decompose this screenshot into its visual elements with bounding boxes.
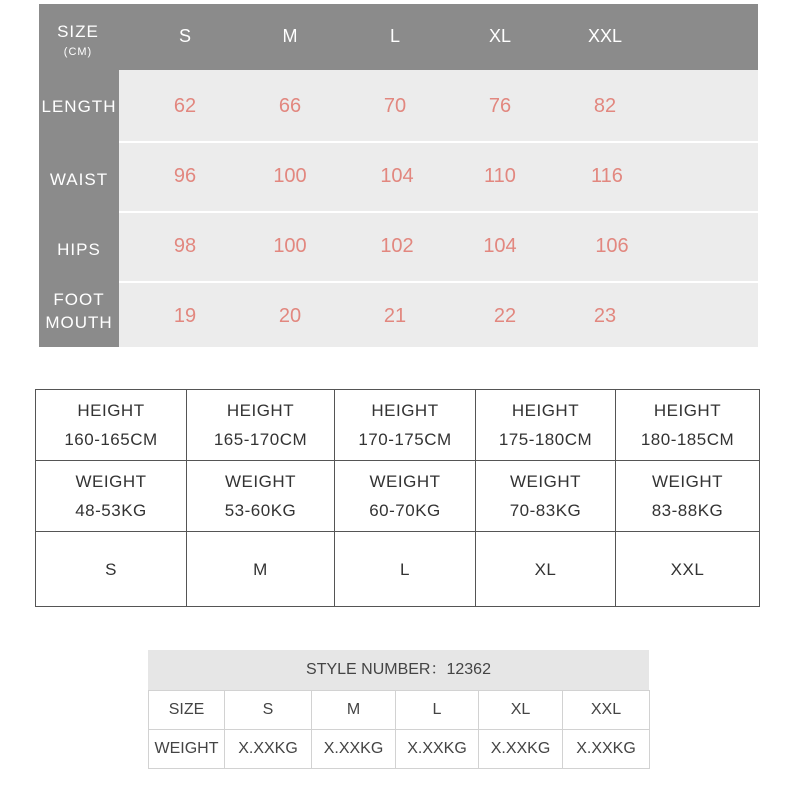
style-size-xl: XL [479,691,563,730]
length-l: 70 [383,95,407,117]
waist-l: 104 [380,165,414,187]
hips-xxl: 106 [595,235,629,257]
style-number-title: STYLE NUMBER：12362 [148,650,649,690]
style-size-label: SIZE [149,691,225,730]
weight-cell-xl [476,461,616,532]
hips-s: 98 [173,235,197,257]
length-xl: 76 [488,95,512,117]
style-weight-xxl: X.XXKG [563,730,650,769]
measurement-table [39,4,758,347]
style-weight-xl: X.XXKG [479,730,563,769]
length-s: 62 [173,95,197,117]
hips-l: 102 [380,235,414,257]
table-row [36,390,760,461]
size-header-label: SIZE [57,22,99,41]
table-row [119,141,758,211]
waist-m: 100 [273,165,307,187]
weight-cell-l [335,461,476,532]
fit-size-s: S [36,532,187,607]
weight-range: 60-70KG [369,501,441,520]
weight-label: WEIGHT [225,472,296,491]
foot-mouth-xxl: 23 [593,305,617,327]
weight-cell-m [187,461,335,532]
measurement-row-labels [39,70,119,347]
hips-xl: 104 [483,235,517,257]
row-label-hips: HIPS [57,240,101,259]
hips-m: 100 [273,235,307,257]
row-label-mouth: MOUTH [45,313,113,332]
measurement-body [119,70,758,347]
fit-size-xxl: XXL [616,532,760,607]
foot-mouth-xl: 22 [493,305,517,327]
style-weight-l: X.XXKG [396,730,479,769]
table-row [119,281,758,347]
height-label: HEIGHT [511,401,580,420]
fit-guide-table [35,389,760,607]
weight-cell-s [36,461,187,532]
fit-size-xl: XL [476,532,616,607]
height-label: HEIGHT [77,401,145,420]
row-label-foot: FOOT [53,290,105,309]
table-row [149,730,650,769]
foot-mouth-l: 21 [383,305,407,327]
weight-label: WEIGHT [652,472,723,491]
height-cell-s [36,390,187,461]
table-row [36,461,760,532]
fit-size-m: M [187,532,335,607]
length-m: 66 [278,95,302,117]
weight-label: WEIGHT [510,472,581,491]
height-label: HEIGHT [653,401,722,420]
length-xxl: 82 [593,95,617,117]
style-size-l: L [396,691,479,730]
style-size-s: S [225,691,312,730]
weight-range: 83-88KG [651,501,724,520]
size-col-m: M [282,26,298,46]
foot-mouth-m: 20 [278,305,302,327]
table-row [119,211,758,281]
weight-label: WEIGHT [369,472,441,491]
row-label-waist: WAIST [49,170,109,189]
waist-s: 96 [173,165,197,187]
waist-xl: 110 [484,165,516,187]
height-cell-xl [476,390,616,461]
style-size-grid [148,690,650,769]
height-range: 160-165CM [64,430,158,449]
size-col-s: S [178,26,191,46]
height-cell-m [187,390,335,461]
waist-xxl: 116 [591,165,623,187]
style-size-xxl: XXL [563,691,650,730]
row-label-length: LENGTH [41,97,117,116]
weight-range: 70-83KG [509,501,582,520]
size-col-xxl: XXL [587,26,623,46]
table-row [36,532,760,607]
fit-size-l: L [335,532,476,607]
weight-range: 48-53KG [75,501,147,520]
height-cell-xxl [616,390,760,461]
height-range: 165-170CM [213,430,308,449]
height-range: 170-175CM [358,430,452,449]
height-range: 180-185CM [640,430,735,449]
height-label: HEIGHT [371,401,439,420]
unit-label: (CM) [63,46,93,58]
measurement-header [39,4,758,70]
style-size-m: M [312,691,396,730]
weight-label: WEIGHT [75,472,147,491]
foot-mouth-s: 19 [173,305,197,327]
style-number-table [148,650,649,768]
table-row [149,691,650,730]
table-row [119,70,758,141]
style-weight-label: WEIGHT [149,730,225,769]
style-weight-m: X.XXKG [312,730,396,769]
height-cell-l [335,390,476,461]
weight-range: 53-60KG [224,501,297,520]
size-col-l: L [389,26,400,46]
height-label: HEIGHT [226,401,295,420]
weight-cell-xxl [616,461,760,532]
size-col-xl: XL [488,26,512,46]
style-weight-s: X.XXKG [225,730,312,769]
height-range: 175-180CM [498,430,593,449]
